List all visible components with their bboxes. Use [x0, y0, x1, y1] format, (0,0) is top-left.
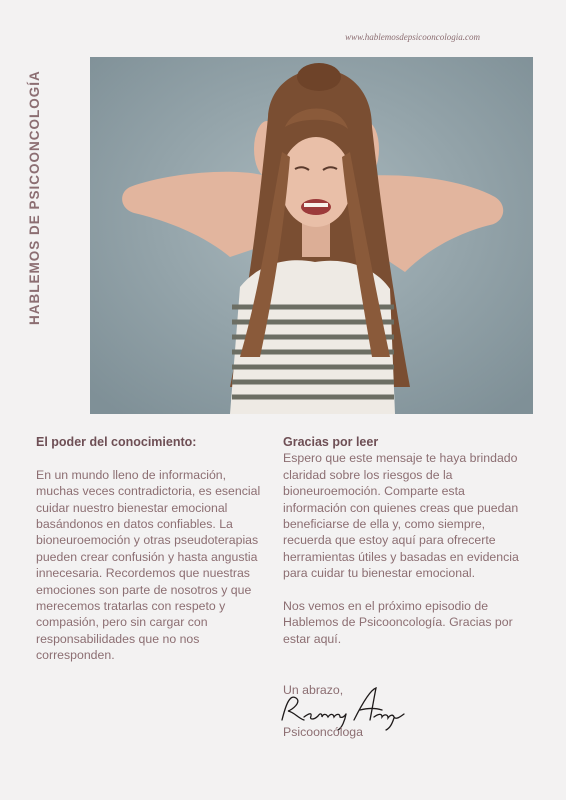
right-paragraph-1: Espero que este mensaje te haya brindado claridad sobre los riesgos de la bioneuroemoción. Comparte esta información con quienes creas que puedan beneficiarse de ella y, como siempre, recuerda que estoy aquí para ofrecerte herramientas útiles y basadas en evidencia para cuidar tu bienestar emocional.	[283, 451, 519, 581]
closing-text: Un abrazo,	[283, 683, 344, 697]
right-column	[283, 434, 529, 664]
role-text: Psicooncóloga	[283, 725, 363, 739]
right-paragraph-2: Nos vemos en el próximo episodio de Hablemos de Psicooncología. Gracias por estar aquí.	[283, 599, 513, 646]
hero-photo	[90, 57, 533, 414]
left-paragraph: En un mundo lleno de información, muchas veces contradictoria, es esencial cuidar nuestro bienestar emocional basándonos en datos confiables. La bioneuroemoción y otras pseudoterapias pueden crear confusión y hasta angustia innecesaria. Recordemos que nuestras emociones son parte de nosotros y que merecemos tratarlas con respeto y compasión, pero sin cargar con responsabilidades que no nos corresponden.	[36, 467, 261, 663]
right-heading: Gracias por leer	[283, 435, 379, 449]
left-column	[36, 434, 272, 680]
vertical-title: HABLEMOS DE PSICOONCOLOGÍA	[27, 70, 42, 325]
left-heading: El poder del conocimiento:	[36, 435, 197, 449]
website-url: www.hablemosdepsicooncologia.com	[345, 32, 480, 42]
